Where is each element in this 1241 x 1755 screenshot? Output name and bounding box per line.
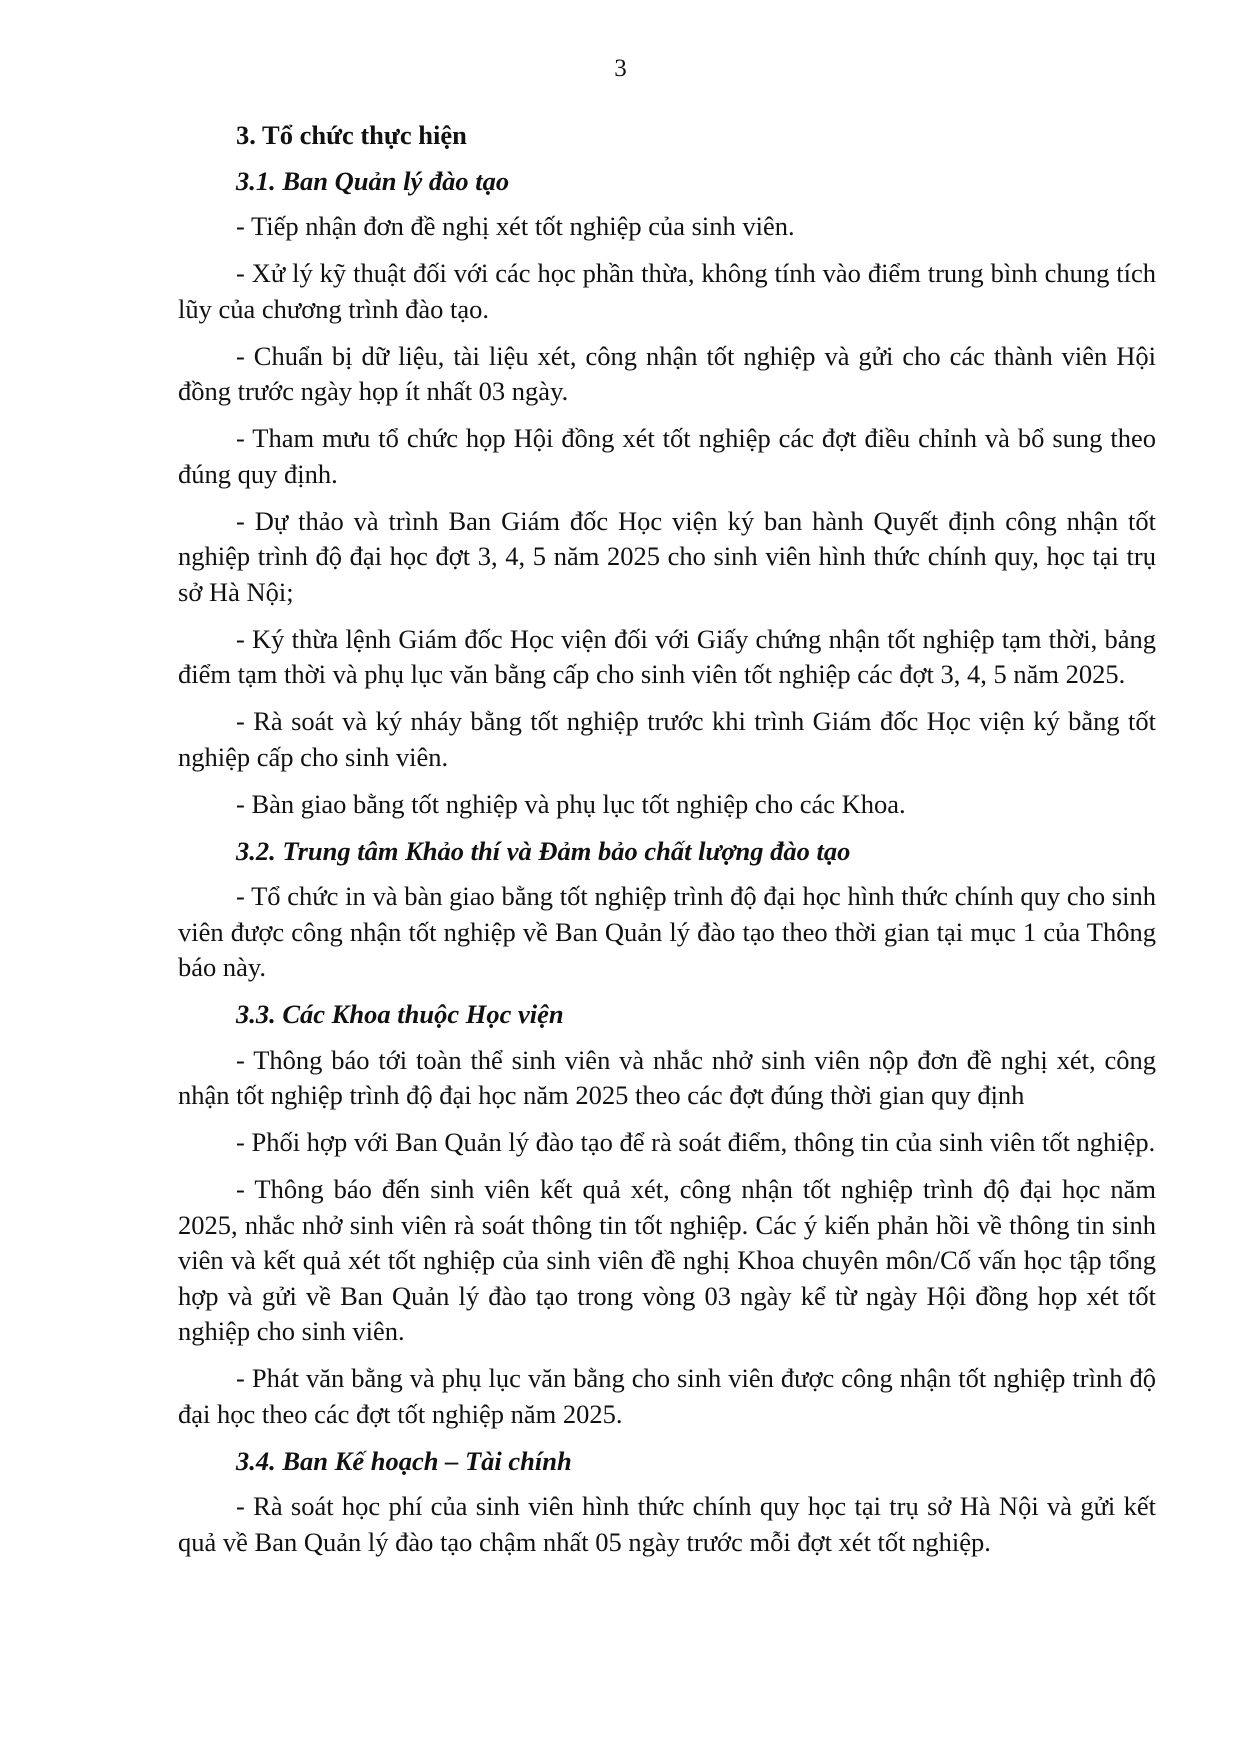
paragraph: - Phối hợp với Ban Quản lý đào tạo để rà soát điểm, thông tin của sinh viên tốt nghiệp. [236, 1127, 1156, 1157]
paragraph: - Bàn giao bằng tốt nghiệp và phụ lục tốt nghiệp cho các Khoa. [236, 788, 906, 819]
paragraph: - Thông báo đến sinh viên kết quả xét, công nhận tốt nghiệp trình độ đại học năm 2025, nhắc nhở sinh viên rà soát thông tin tốt nghiệp. Các ý kiến phản hồi về thông tin sinh viên và kết quả xét tốt nghiệp của sinh viên đề nghị Khoa chuyên môn/Cố vấn học tập tổng hợp và gửi về Ban Quản lý đào tạo trong vòng 03 ngày kể từ ngày Hội đồng họp xét tốt nghiệp cho sinh viên. [178, 1174, 1156, 1346]
paragraph: - Tham mưu tổ chức họp Hội đồng xét tốt nghiệp các đợt điều chỉnh và bổ sung theo đúng quy định. [178, 423, 1156, 489]
subsection-heading: 3.3. Các Khoa thuộc Học viện [236, 999, 564, 1029]
paragraph: - Phát văn bằng và phụ lục văn bằng cho sinh viên được công nhận tốt nghiệp trình độ đại học theo các đợt tốt nghiệp năm 2025. [178, 1363, 1156, 1429]
section-heading: 3. Tổ chức thực hiện [236, 120, 467, 150]
paragraph: - Dự thảo và trình Ban Giám đốc Học viện ký ban hành Quyết định công nhận tốt nghiệp trình độ đại học đợt 3, 4, 5 năm 2025 cho sinh viên hình thức chính quy, học tại trụ sở Hà Nội; [178, 505, 1156, 607]
paragraph: - Chuẩn bị dữ liệu, tài liệu xét, công nhận tốt nghiệp và gửi cho các thành viên Hội đồng trước ngày họp ít nhất 03 ngày. [178, 340, 1156, 406]
page-number: 3 [614, 55, 627, 82]
subsection-heading: 3.2. Trung tâm Khảo thí và Đảm bảo chất lượng đào tạo [236, 835, 851, 866]
paragraph: - Thông báo tới toàn thể sinh viên và nhắc nhở sinh viên nộp đơn đề nghị xét, công nhận tốt nghiệp trình độ đại học năm 2025 theo các đợt đúng thời gian quy định [178, 1044, 1156, 1110]
paragraph: - Rà soát học phí của sinh viên hình thức chính quy học tại trụ sở Hà Nội và gửi kết quả về Ban Quản lý đào tạo chậm nhất 05 ngày trước mỗi đợt xét tốt nghiệp. [178, 1491, 1156, 1557]
subsection-heading: 3.1. Ban Quản lý đào tạo [236, 165, 510, 196]
subsection-heading: 3.4. Ban Kế hoạch – Tài chính [236, 1445, 572, 1476]
paragraph: - Ký thừa lệnh Giám đốc Học viện đối với Giấy chứng nhận tốt nghiệp tạm thời, bảng điểm tạm thời và phụ lục văn bằng cấp cho sinh viên tốt nghiệp các đợt 3, 4, 5 năm 2025. [178, 623, 1156, 689]
paragraph: - Xử lý kỹ thuật đối với các học phần thừa, không tính vào điểm trung bình chung tích lũy của chương trình đào tạo. [178, 258, 1156, 324]
paragraph: - Tiếp nhận đơn đề nghị xét tốt nghiệp của sinh viên. [236, 211, 795, 241]
document-body [178, 118, 1156, 1572]
paragraph: - Rà soát và ký nháy bằng tốt nghiệp trước khi trình Giám đốc Học viện ký bằng tốt nghiệp cấp cho sinh viên. [178, 706, 1156, 772]
paragraph: - Tổ chức in và bàn giao bằng tốt nghiệp trình độ đại học hình thức chính quy cho sinh viên được công nhận tốt nghiệp về Ban Quản lý đào tạo theo thời gian tại mục 1 của Thông báo này. [178, 881, 1156, 982]
